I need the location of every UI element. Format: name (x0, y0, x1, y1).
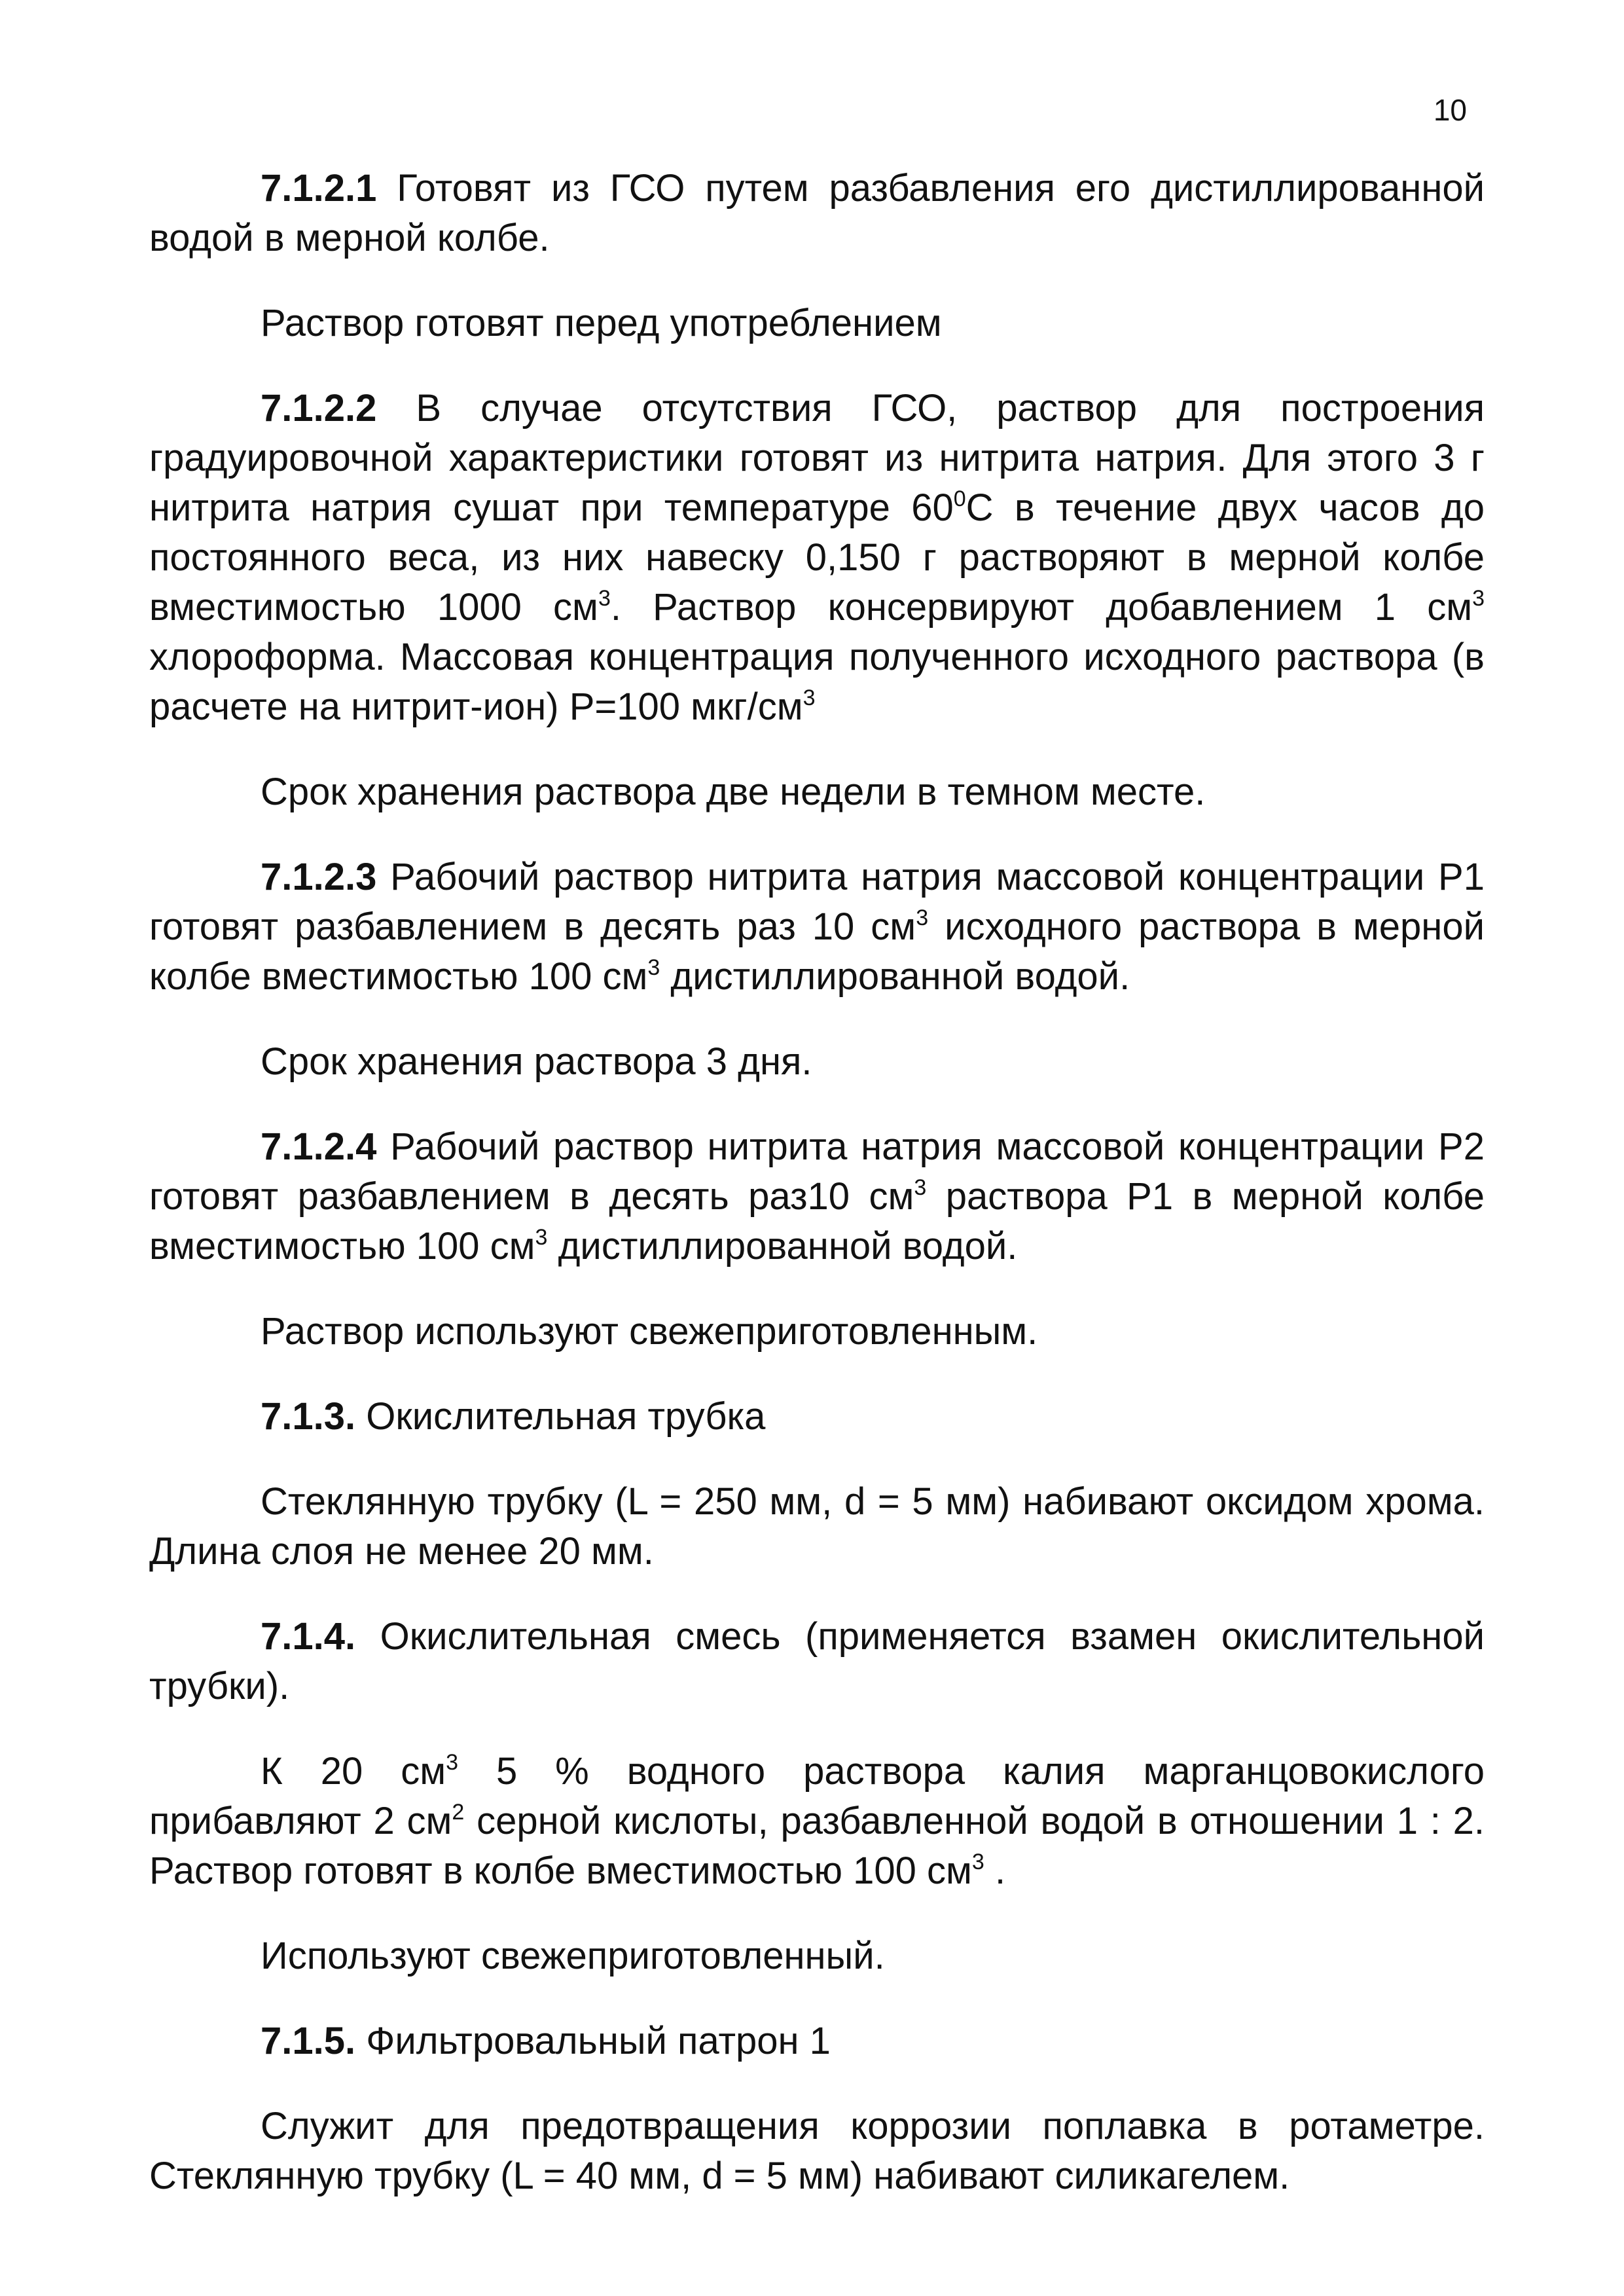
paragraph-text: Срок хранения раствора 3 дня. (261, 1040, 812, 1083)
section-number: 7.1.4. (261, 1615, 356, 1658)
superscript: 3 (647, 955, 660, 980)
superscript: 0 (953, 486, 966, 511)
paragraph-7-1-4 (149, 1612, 1485, 1711)
text-segment: В случае отсутствия ГСО, раствор для построения градуировочной характеристики готовят из нитрита натрия. Для этого 3 г нитрита натрия сушат при температуре 60 (149, 387, 1485, 529)
paragraph-7-1-2-1 (149, 164, 1485, 263)
paragraph-storage-three-days (149, 1037, 1485, 1087)
text-segment: 5 % водного раствора калия марганцовокислого прибавляют 2 см (149, 1750, 1485, 1842)
section-number: 7.1.2.1 (261, 167, 377, 210)
superscript: 3 (914, 1175, 927, 1200)
text-segment: Рабочий раствор нитрита натрия массовой концентрации P1 готовят разбавлением в десять раз 10 см (149, 856, 1485, 948)
section-number: 7.1.2.3 (261, 856, 377, 898)
superscript: 3 (916, 905, 929, 930)
paragraph-text: Служит для предотвращения коррозии поплавка в ротаметре. Стеклянную трубку (L = 40 мм, d = 5 мм) набивают силикагелем. (149, 2105, 1485, 2197)
paragraph-text: Используют свежеприготовленный. (261, 1935, 885, 1977)
paragraph-solution-prep (149, 299, 1485, 348)
text-segment: дистиллированной водой. (660, 955, 1130, 998)
superscript: 3 (535, 1225, 548, 1250)
section-number: 7.1.3. (261, 1395, 356, 1438)
paragraph-use-fresh (149, 1931, 1485, 1981)
section-number: 7.1.2.2 (261, 387, 377, 429)
paragraph-fresh-solution (149, 1307, 1485, 1357)
paragraph-storage-two-weeks (149, 767, 1485, 817)
paragraph-text: Раствор используют свежеприготовленным. (261, 1310, 1038, 1353)
paragraph-7-1-5 (149, 2016, 1485, 2066)
paragraph-7-1-2-4 (149, 1122, 1485, 1271)
text-segment: . (984, 1850, 1006, 1892)
paragraph-text: Окислительная трубка (355, 1395, 766, 1438)
text-segment: раствора P1 в мерной колбе вместимостью 100 см (149, 1175, 1485, 1267)
superscript: 3 (803, 685, 816, 710)
paragraph-text: Окислительная смесь (применяется взамен окислительной трубки). (149, 1615, 1485, 1707)
paragraph-text: Раствор готовят перед употреблением (261, 302, 942, 344)
superscript: 3 (971, 1850, 984, 1874)
paragraph-text: Срок хранения раствора две недели в темном месте. (261, 771, 1206, 813)
text-segment: Рабочий раствор нитрита натрия массовой концентрации P2 готовят разбавлением в десять раз10 см (149, 1125, 1485, 1218)
paragraph-permanganate-mix (149, 1747, 1485, 1896)
text-segment: хлороформа. Массовая концентрация полученного исходного раствора (в расчете на нитрит-ион) P=100 мкг/см (149, 636, 1485, 728)
paragraph-text: Стеклянную трубку (L = 250 мм, d = 5 мм) набивают оксидом хрома. Длина слоя не менее 20 мм. (149, 1480, 1485, 1573)
superscript: 2 (452, 1800, 465, 1825)
paragraph-text: Готовят из ГСО путем разбавления его дистиллированной водой в мерной колбе. (149, 167, 1485, 259)
text-segment: . Раствор консервируют добавлением 1 см (610, 586, 1473, 629)
page-number: 10 (1433, 93, 1467, 127)
text-segment: серной кислоты, разбавленной водой в отношении 1 : 2. Раствор готовят в колбе вместимостью 100 см (149, 1800, 1485, 1892)
paragraph-7-1-2-2 (149, 384, 1485, 732)
paragraph-filter-purpose (149, 2102, 1485, 2201)
paragraph-text: Фильтровальный патрон 1 (355, 2020, 831, 2062)
text-segment: дистиллированной водой. (547, 1225, 1018, 1267)
section-number: 7.1.5. (261, 2020, 356, 2062)
superscript: 3 (446, 1750, 459, 1775)
text-segment: К 20 см (261, 1750, 446, 1793)
superscript: 3 (1472, 586, 1485, 611)
paragraph-7-1-3 (149, 1392, 1485, 1442)
paragraph-7-1-2-3 (149, 852, 1485, 1002)
paragraph-glass-tube-chromium (149, 1477, 1485, 1576)
document-body (149, 164, 1485, 2201)
text-segment: исходного раствора в мерной колбе вместимостью 100 см (149, 905, 1485, 998)
text-segment: С в течение двух часов до постоянного веса, из них навеску 0,150 г растворяют в мерной колбе вместимостью 1000 см (149, 486, 1485, 629)
superscript: 3 (598, 586, 611, 611)
section-number: 7.1.2.4 (261, 1125, 377, 1168)
